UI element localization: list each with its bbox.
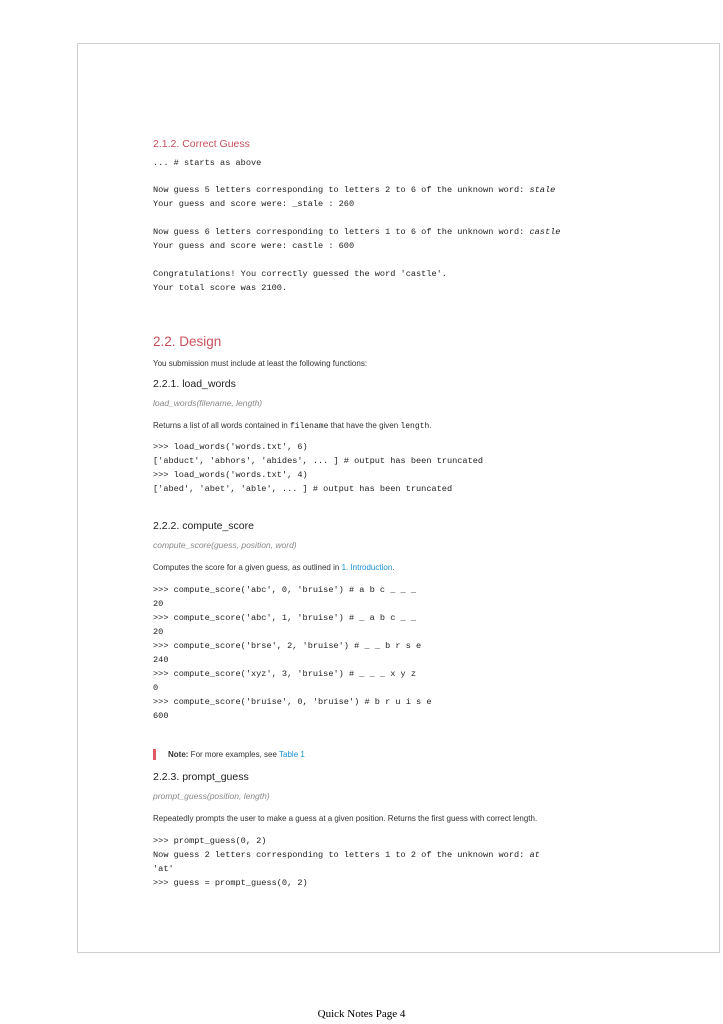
code-line: 240 <box>153 655 169 665</box>
code-line: Your total score was 2100. <box>153 283 288 293</box>
code-line: >>> guess = prompt_guess(0, 2) <box>153 878 308 888</box>
function-signature: load_words(filename, length) <box>153 398 263 408</box>
function-description: Repeatedly prompts the user to make a guess at a given position. Returns the first guess with correct length. <box>153 814 538 823</box>
subsection-title-compute-score: 2.2.2. compute_score <box>153 520 254 532</box>
table-1-link[interactable]: Table 1 <box>279 750 305 759</box>
code-line: >>> prompt_guess(0, 2) <box>153 836 267 846</box>
subsection-title-prompt-guess: 2.2.3. prompt_guess <box>153 771 249 783</box>
document-page <box>77 43 720 953</box>
code-line: ['abduct', 'abhors', 'abides', ... ] # output has been truncated <box>153 456 484 466</box>
subsection-title-load-words: 2.2.1. load_words <box>153 378 236 390</box>
code-line: Now guess 6 letters corresponding to letters 1 to 6 of the unknown word: castle <box>153 227 561 237</box>
function-description: Computes the score for a given guess, as outlined in 1. Introduction. <box>153 563 395 572</box>
page-footer: Quick Notes Page 4 <box>317 1008 406 1020</box>
section-title-correct-guess: 2.1.2. Correct Guess <box>153 138 250 150</box>
code-line: Now guess 2 letters corresponding to letters 1 to 2 of the unknown word: at <box>153 850 540 860</box>
code-line: >>> compute_score('xyz', 3, 'bruise') # _ _ _ x y z <box>153 669 417 679</box>
code-line: >>> compute_score('abc', 0, 'bruise') # a b c _ _ _ <box>153 585 417 595</box>
introduction-link[interactable]: 1. Introduction <box>341 563 393 572</box>
section-title-design: 2.2. Design <box>153 334 222 349</box>
function-signature: prompt_guess(position, length) <box>153 791 270 801</box>
code-line: >>> load_words('words.txt', 6) <box>153 442 308 452</box>
design-intro: You submission must include at least the following functions: <box>153 359 368 368</box>
code-line: Congratulations! You correctly guessed the word 'castle'. <box>153 269 447 279</box>
code-line: Your guess and score were: castle : 600 <box>153 241 355 251</box>
code-line: >>> load_words('words.txt', 4) <box>153 470 308 480</box>
code-line: ... # starts as above <box>153 158 262 168</box>
code-line: >>> compute_score('abc', 1, 'bruise') # _ a b c _ _ <box>153 613 417 623</box>
function-signature: compute_score(guess, position, word) <box>153 540 297 550</box>
code-line: ['abed', 'abet', 'able', ... ] # output has been truncated <box>153 484 453 494</box>
function-description: Returns a list of all words contained in filename that have the given length. <box>153 421 432 431</box>
code-line: 0 <box>153 683 159 693</box>
note-callout: Note: For more examples, see Table 1 <box>168 750 305 759</box>
code-line: 600 <box>153 711 169 721</box>
code-line: 20 <box>153 627 164 637</box>
code-line: Your guess and score were: _stale : 260 <box>153 199 355 209</box>
code-line: Now guess 5 letters corresponding to letters 2 to 6 of the unknown word: stale <box>153 185 556 195</box>
code-line: >>> compute_score('bruise', 0, 'bruise') # b r u i s e <box>153 697 432 707</box>
code-line: >>> compute_score('brse', 2, 'bruise') # _ _ b r s e <box>153 641 422 651</box>
note-accent-bar <box>153 749 156 760</box>
code-line: 20 <box>153 599 164 609</box>
code-line: 'at' <box>153 864 174 874</box>
